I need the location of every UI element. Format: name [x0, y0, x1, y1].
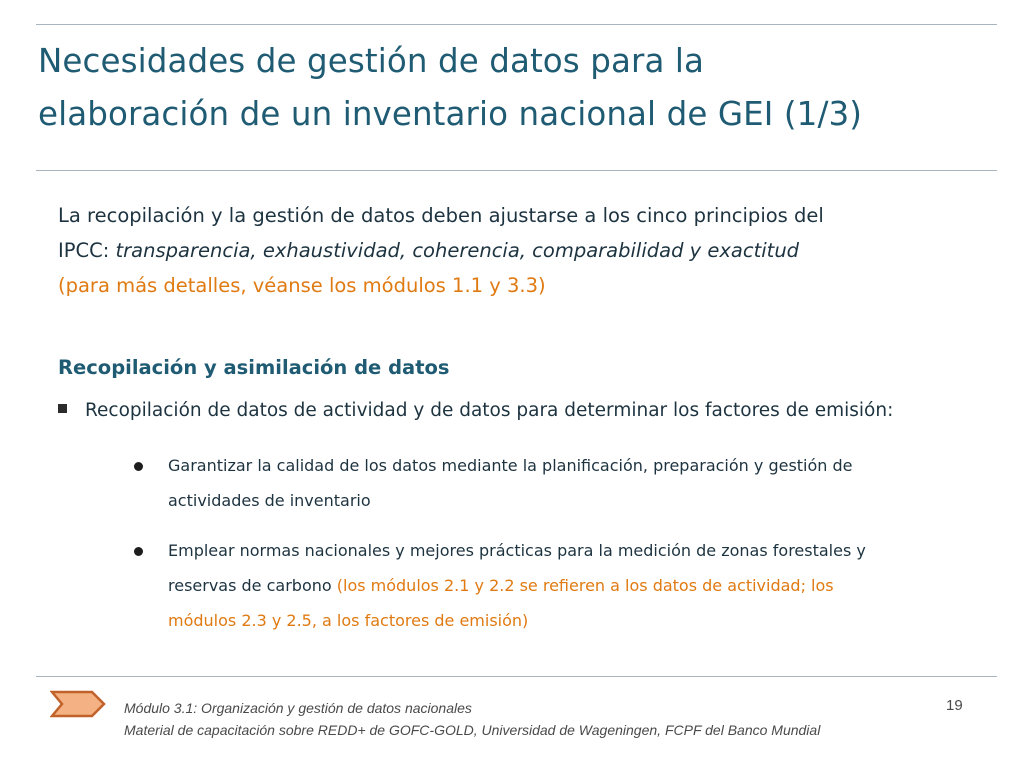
intro-line-1: La recopilación y la gestión de datos deben ajustarse a los cinco principios del [58, 204, 824, 227]
intro-reference-note: (para más detalles, véanse los módulos 1.1 y 3.3) [58, 274, 546, 297]
sub-bullet-2-line-2-orange: (los módulos 2.1 y 2.2 se refieren a los datos de actividad; los [336, 576, 834, 595]
sub-bullet-text [168, 533, 866, 638]
square-bullet-icon [58, 404, 67, 413]
ipcc-principles: transparencia, exhaustividad, coherencia, comparabilidad y exactitud [115, 239, 800, 262]
intro-line-2 [58, 233, 978, 268]
page-number: 19 [946, 697, 963, 714]
chevron-arrow-icon [50, 690, 106, 718]
intro-paragraph [58, 198, 978, 303]
slide-title [38, 35, 998, 141]
main-bullet-item [58, 400, 893, 421]
sub-bullet-2-line-1: Emplear normas nacionales y mejores prácticas para la medición de zonas forestales y [168, 541, 866, 560]
sub-bullet-2-line-3: módulos 2.3 y 2.5, a los factores de emisión) [168, 611, 529, 630]
main-bullet-text: Recopilación de datos de actividad y de datos para determinar los factores de emisión: [85, 400, 894, 421]
sub-bullet-2-line-2-plain: reservas de carbono [168, 576, 337, 595]
top-divider [36, 24, 997, 25]
sub-bullet-1-line-1: Garantizar la calidad de los datos mediante la planificación, preparación y gestión de [168, 456, 853, 475]
footer-divider [36, 676, 997, 677]
section-heading: Recopilación y asimilación de datos [58, 356, 450, 379]
round-bullet-icon [134, 547, 143, 556]
footer-material: Material de capacitación sobre REDD+ de GOFC-GOLD, Universidad de Wageningen, FCPF del Banco Mundial [124, 722, 821, 738]
slide-title-line-1: Necesidades de gestión de datos para la [38, 42, 705, 80]
round-bullet-icon [134, 462, 143, 471]
title-divider [36, 170, 997, 171]
slide-title-line-2: elaboración de un inventario nacional de GEI (1/3) [38, 95, 863, 133]
footer-credits [124, 697, 820, 741]
sub-bullet-1-line-2: actividades de inventario [168, 491, 371, 510]
intro-line-2-prefix: IPCC: [58, 239, 116, 262]
sub-bullet-text [168, 448, 853, 518]
sub-bullet-2-line-2 [168, 568, 866, 603]
footer-module: Módulo 3.1: Organización y gestión de datos nacionales [124, 700, 472, 716]
